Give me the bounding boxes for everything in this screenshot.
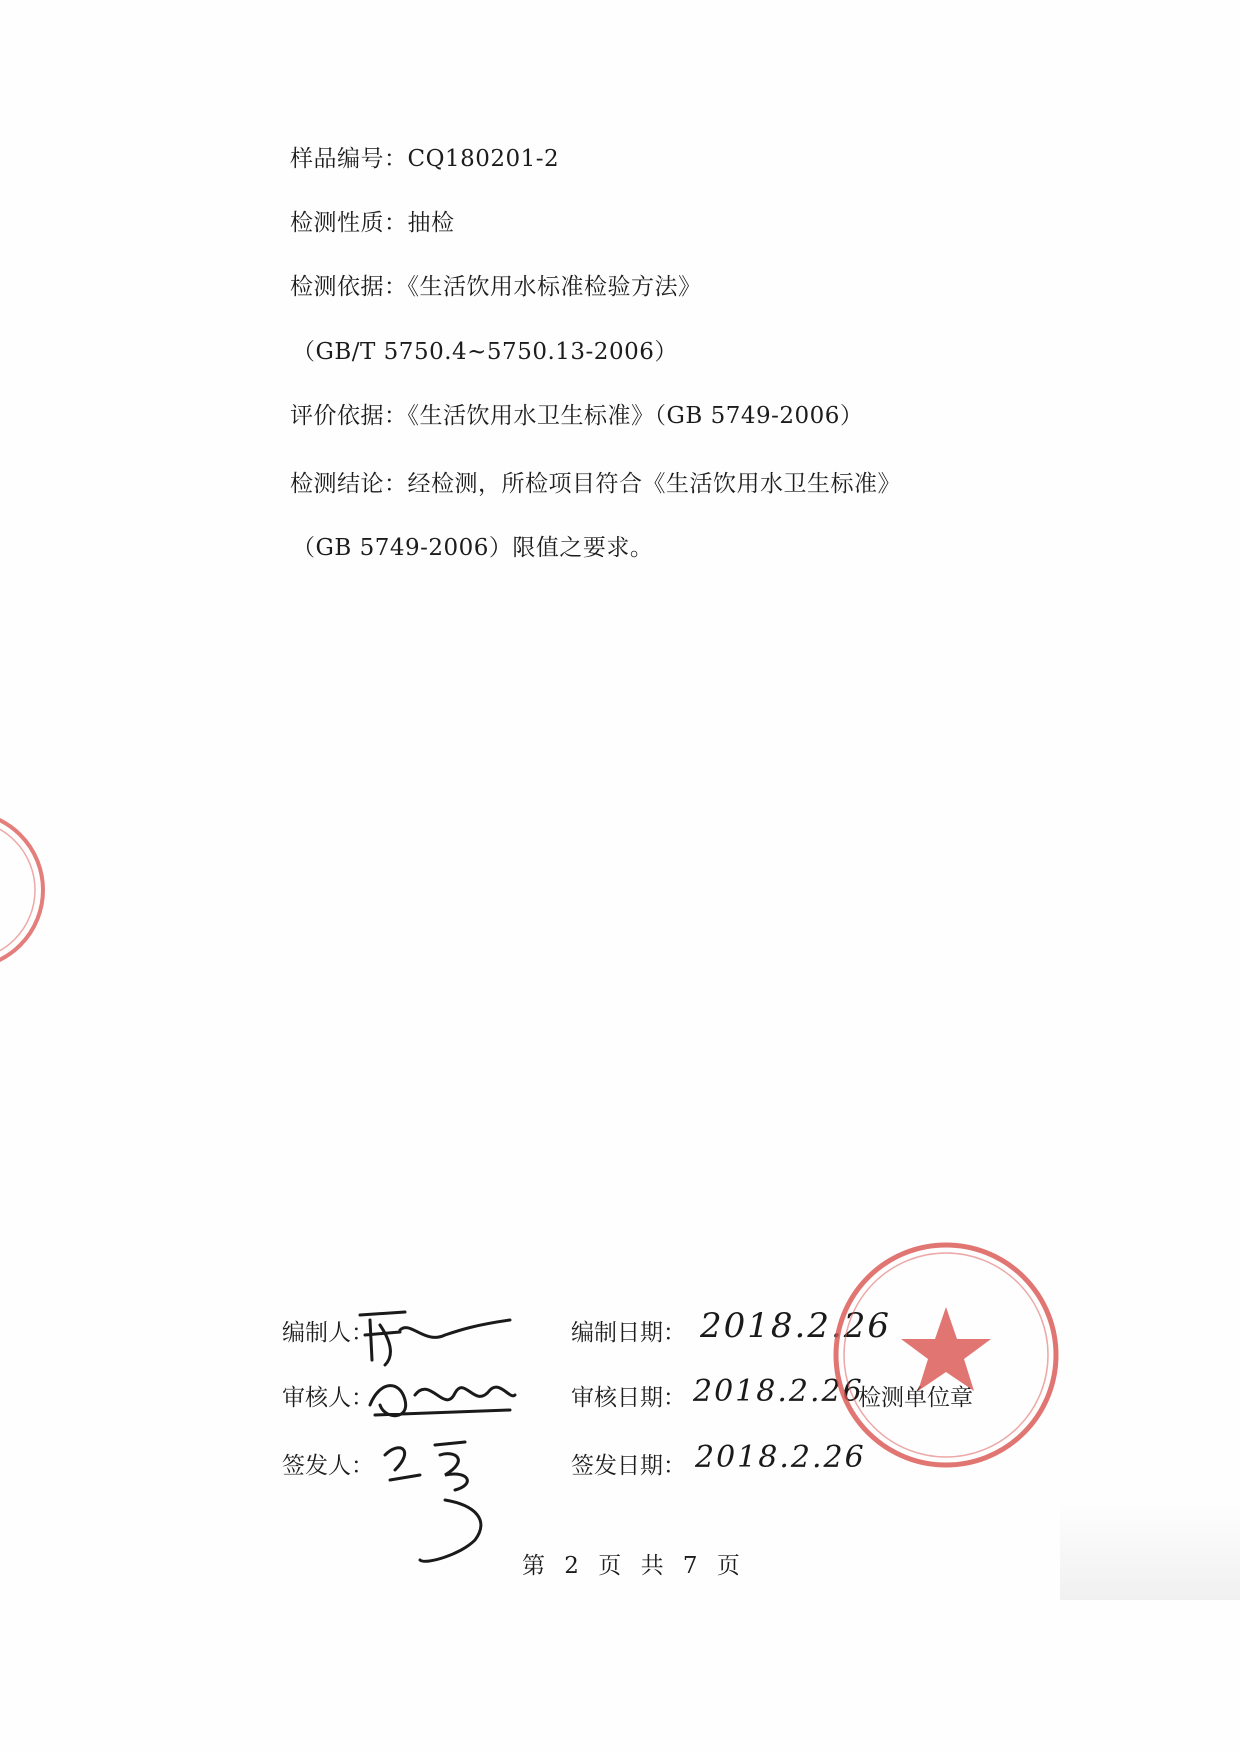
evaluation-basis-label: 评价依据： [290,403,408,429]
compile-date-value: 2018.2.26 [700,1306,892,1346]
issue-date-value: 2018.2.26 [695,1440,866,1475]
issuer-signature [375,1430,505,1570]
stamp-label: 检测单位章 [858,1385,973,1411]
compile-date-label: 编制日期： [571,1320,686,1346]
issuer-label: 签发人： [282,1453,374,1479]
compiler-signature [350,1290,520,1370]
reviewer-label: 审核人： [282,1385,374,1411]
page-number: 第 2 页 共 7 页 [522,1553,746,1579]
conclusion-text-1: 经检测，所检项目符合《生活饮用水卫生标准》 [407,471,901,497]
test-basis-line [290,271,702,303]
conclusion-text-2: （GB 5749-2006）限值之要求。 [292,535,654,561]
test-basis-value: 《生活饮用水标准检验方法》 [407,274,702,300]
test-basis-code: （GB/T 5750.4~5750.13-2006） [292,339,678,365]
evaluation-basis-line [290,400,863,432]
conclusion-line-1 [290,468,901,500]
test-basis-label: 检测依据： [290,274,408,300]
test-nature-value: 抽检 [407,210,455,236]
test-nature-label: 检测性质： [290,210,408,236]
review-date-value: 2018.2.26 [693,1374,864,1409]
sample-number-line [290,143,559,175]
sample-number-value: CQ180201-2 [407,146,560,172]
test-basis-code-line [292,336,678,368]
conclusion-label: 检测结论： [290,471,408,497]
review-date-label: 审核日期： [571,1385,686,1411]
partial-seal-stamp [0,805,50,975]
test-nature-line [290,207,455,239]
issue-date-label: 签发日期： [571,1453,686,1479]
evaluation-basis-value: 《生活饮用水卫生标准》（GB 5749-2006） [407,403,864,429]
page-shadow [1060,1500,1240,1600]
conclusion-line-2 [292,532,653,564]
testing-unit-seal [826,1235,1066,1475]
reviewer-signature [360,1365,520,1425]
compiler-label: 编制人： [282,1320,374,1346]
sample-number-label: 样品编号： [290,146,408,172]
